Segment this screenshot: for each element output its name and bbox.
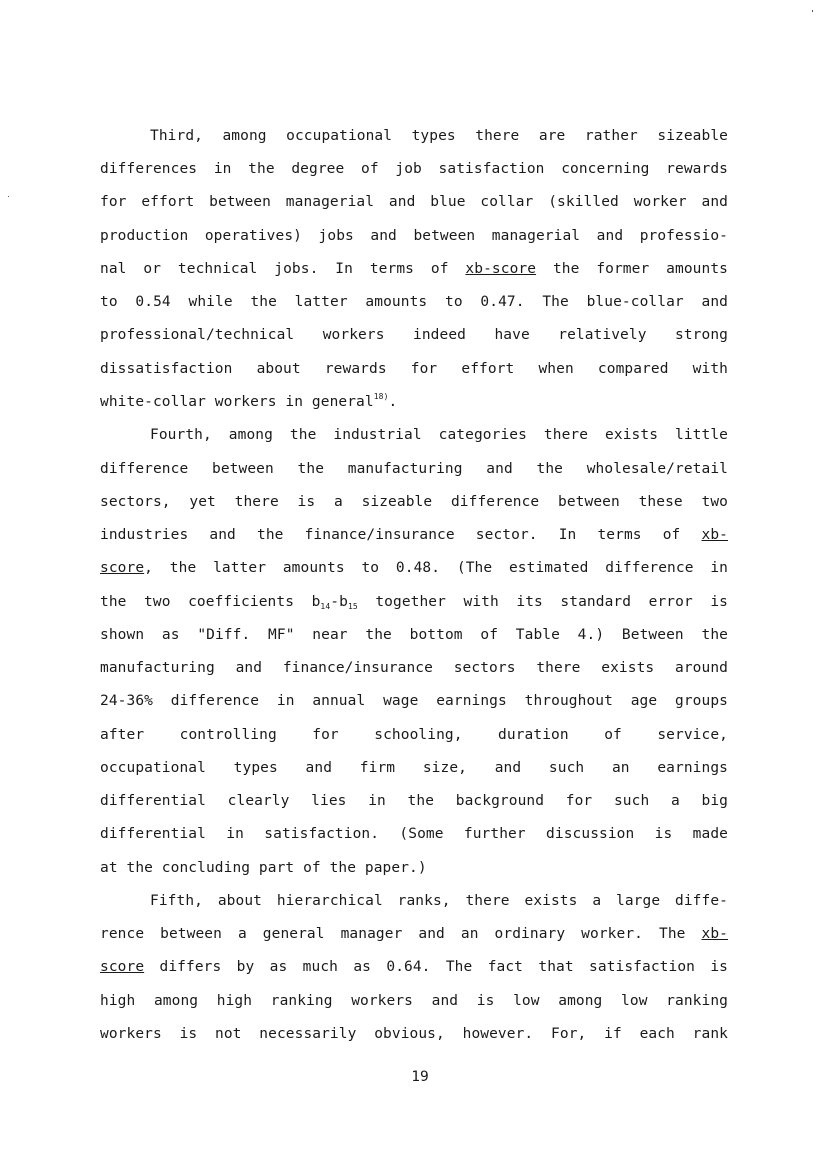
para4-line-2: difference between the manufacturing and the wholesale/retail [100, 461, 728, 477]
xb-score-term: xb- [701, 926, 728, 942]
para3-line-2: differences in the degree of job satisfaction concerning rewards [100, 161, 728, 177]
para4-line-12: differential clearly lies in the background for such a big [100, 793, 728, 809]
para4-line-11: occupational types and firm size, and such an earnings [100, 760, 728, 776]
para3-line-9: white-collar workers in general$^{18)}$. [100, 392, 398, 410]
para5-line-3: score differs by as much as 0.64. The fact that satisfaction is [100, 959, 728, 975]
para4-line-7: shown as "Diff. MF" near the bottom of Table 4.) Between the [100, 627, 728, 643]
para4-line-10: after controlling for schooling, duration of service, [100, 727, 728, 743]
page-number: 19 [411, 1069, 429, 1085]
para5-line-5: workers is not necessarily obvious, however. For, if each rank [100, 1026, 728, 1042]
para4-line-5: score, the latter amounts to 0.48. (The estimated difference in [100, 560, 728, 576]
para3-line-8: dissatisfaction about rewards for effort when compared with [100, 361, 728, 377]
scan-speck [8, 196, 9, 197]
para3-line-3: for effort between managerial and blue collar (skilled worker and [100, 194, 728, 210]
para3-line-5: nal or technical jobs. In terms of xb-score the former amounts [100, 261, 728, 277]
xb-score-term: score [100, 560, 145, 576]
para5-line-1: Fifth, about hierarchical ranks, there exists a large diffe- [150, 893, 728, 909]
para3-line-1: Third, among occupational types there are rather sizeable [150, 128, 728, 144]
para5-line-4: high among high ranking workers and is low among low ranking [100, 993, 728, 1009]
para3-line-7: professional/technical workers indeed have relatively strong [100, 327, 728, 343]
para4-line-13: differential in satisfaction. (Some further discussion is made [100, 826, 728, 842]
footnote-marker: 18) [373, 392, 389, 401]
para4-line-8: manufacturing and finance/insurance sectors there exists around [100, 660, 728, 676]
para4-line-3: sectors, yet there is a sizeable difference between these two [100, 494, 728, 510]
para5-line-2: rence between a general manager and an ordinary worker. The xb- [100, 926, 728, 942]
para3-line-4: production operatives) jobs and between managerial and professio- [100, 228, 728, 244]
xb-score-term: score [100, 959, 145, 975]
para3-line-6: to 0.54 while the latter amounts to 0.47. The blue-collar and [100, 294, 728, 310]
para4-line-1: Fourth, among the industrial categories there exists little [150, 427, 728, 443]
para4-line-6: the two coefficients $b_{14}-b_{15}$ together with its standard error is [100, 594, 728, 611]
para4-line-9: 24-36% difference in annual wage earnings throughout age groups [100, 693, 728, 709]
scan-speck [812, 10, 813, 12]
xb-score-term: xb- [701, 527, 728, 543]
para4-line-14: at the concluding part of the paper.) [100, 860, 427, 876]
xb-score-term: xb-score [465, 261, 537, 277]
para4-line-4: industries and the finance/insurance sector. In terms of xb- [100, 527, 728, 543]
